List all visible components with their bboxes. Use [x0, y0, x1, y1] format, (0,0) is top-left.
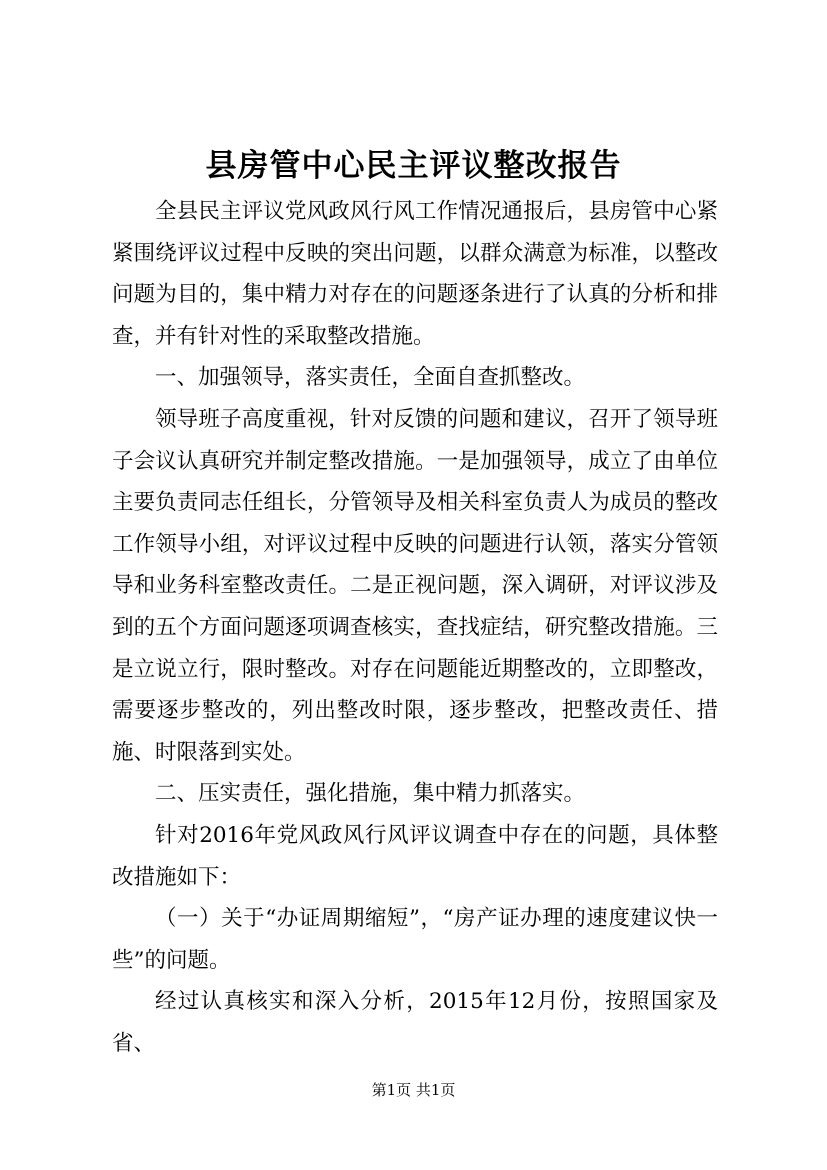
paragraph: 针对2016年党风政风行风评议调查中存在的问题，具体整改措施如下： [112, 822, 718, 890]
subsection-heading: （一）关于“办证周期缩短”，“房产证办理的速度建议快一些”的问题。 [112, 906, 718, 973]
document-title: 县房管中心民主评议整改报告 [205, 148, 622, 184]
paragraph: 领导班子高度重视，针对反馈的问题和建议，召开了领导班子会议认真研究并制定整改措施。一是加强领导，成立了由单位主要负责同志任组长，分管领导及相关科室负责人为成员的整改工作领导小组，对评议过程中反映的问题进行认领，落实分管领导和业务科室整改责任。二是正视问题，深入调研，对评议涉及到的五个方面问题逐项调查核实，查找症结，研究整改措施。三是立说立行，限时整改。对存在问题能近期整改的，立即整改，需要逐步整改的，列出整改时限，逐步整改，把整改责任、措施、时限落到实处。 [112, 406, 718, 765]
page-footer: 第1页 共1页 [371, 1081, 456, 1099]
section-heading: 一、加强领导，落实责任，全面自查抓整改。 [155, 365, 586, 391]
section-heading: 二、压实责任，强化措施，集中精力抓落实。 [155, 781, 586, 807]
paragraph: 经过认真核实和深入分析，2015年12月份，按照国家及省、 [112, 989, 718, 1056]
paragraph: 全县民主评议党风政风行风工作情况通报后，县房管中心紧紧围绕评议过程中反映的突出问题，以群众满意为标准，以整改问题为目的，集中精力对存在的问题逐条进行了认真的分析和排查，并有针对性的采取整改措施。 [112, 199, 718, 349]
document-body [112, 191, 718, 1064]
